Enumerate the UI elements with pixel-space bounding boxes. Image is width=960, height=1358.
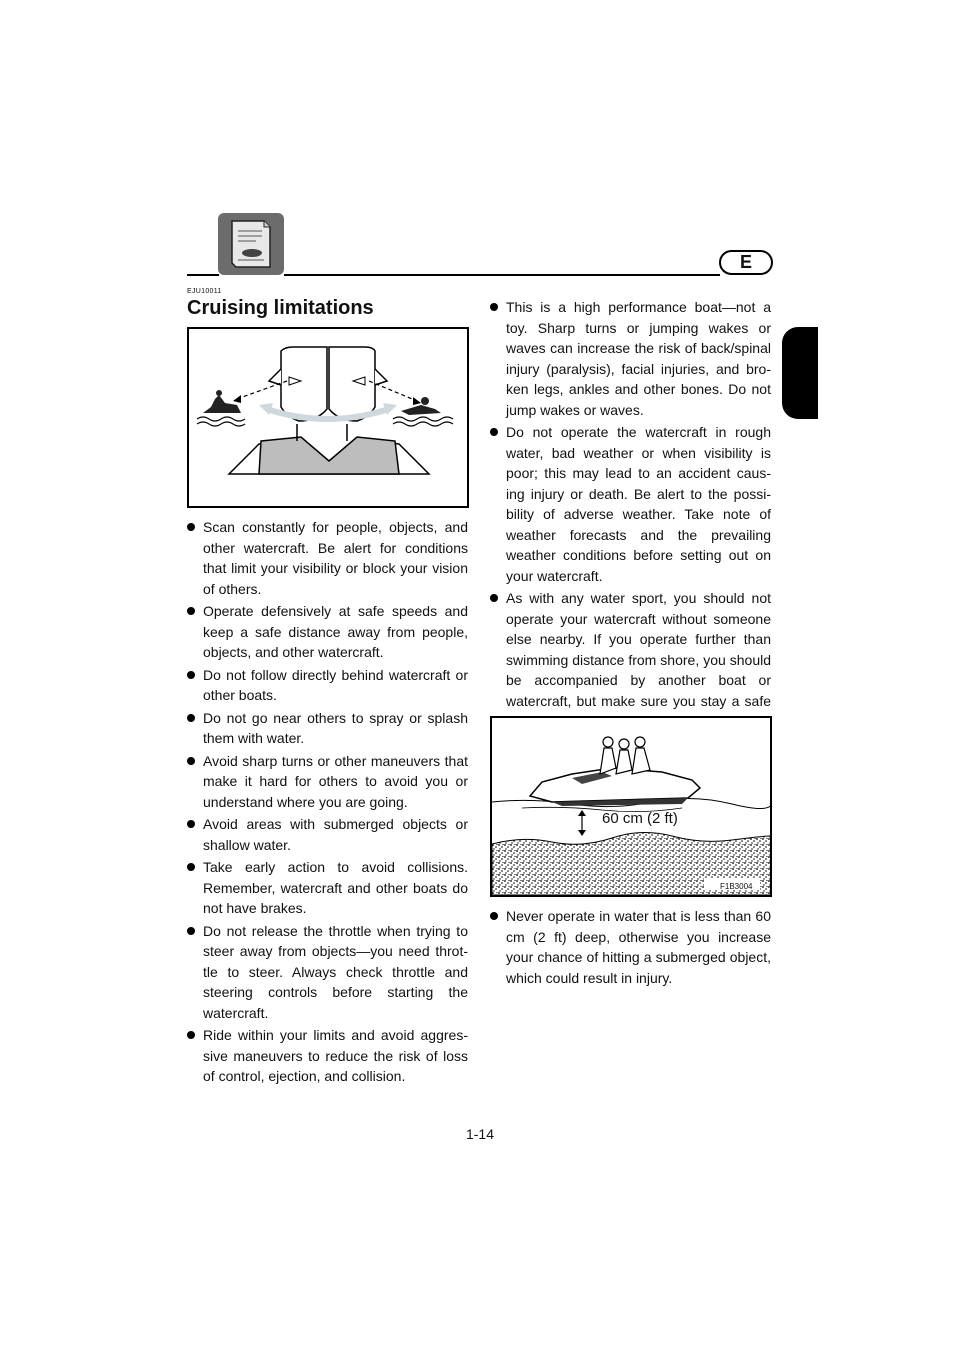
list-item: Do not operate the watercraft in rough water, bad weather or when visibility is poor; this may lead to an accident caus-ing injury or death. Be alert to the possi-bility of adverse weather. Take note of weather forecasts and the prevailing weather conditions before setting out on your watercraft.	[490, 422, 771, 586]
depth-label: 60 cm (2 ft)	[602, 810, 678, 827]
list-item: Do not follow directly behind watercraft or other boats.	[187, 665, 468, 706]
list-item: Avoid areas with submerged objects or shallow water.	[187, 814, 468, 855]
list-item: This is a high performance boat—not a toy. Sharp turns or jumping wakes or waves can increase the risk of back/spinal injury (paralysis), facial injuries, and bro-ken legs, ankles and other bones. Do not jump wakes or waves.	[490, 297, 771, 420]
chapter-side-tab	[782, 327, 818, 419]
depth-illustration	[490, 716, 772, 897]
right-column-bottom	[490, 906, 771, 990]
language-badge: E	[719, 250, 773, 275]
page-number: 1-14	[465, 1126, 495, 1142]
list-item: Do not go near others to spray or splash them with water.	[187, 708, 468, 749]
right-column-top	[490, 297, 771, 734]
section-code: EJU10011	[187, 288, 222, 295]
list-item: Never operate in water that is less than 60 cm (2 ft) deep, otherwise you increase your chance of hitting a submerged object, which could result in injury.	[490, 906, 771, 988]
list-item: As with any water sport, you should not operate your watercraft without someone else nearby. If you operate further than swimming distance from shore, you should be accompanied by another boat or watercraft, but make sure you stay a safe	[490, 588, 771, 732]
header-rule-right	[284, 274, 720, 276]
figure-code: F1B3004	[720, 882, 753, 891]
scanning-illustration	[187, 327, 469, 508]
manual-book-icon	[218, 213, 284, 275]
header-rule-left	[187, 274, 219, 276]
list-item: Avoid sharp turns or other maneuvers that make it hard for others to avoid you or understand where you are going.	[187, 751, 468, 813]
list-item: Ride within your limits and avoid aggres-sive maneuvers to reduce the risk of loss of control, ejection, and collision.	[187, 1025, 468, 1087]
left-column	[187, 517, 468, 1089]
list-item: Take early action to avoid collisions. Remember, watercraft and other boats do not have brakes.	[187, 857, 468, 919]
list-item: Operate defensively at safe speeds and keep a safe distance away from people, objects, and other watercraft.	[187, 601, 468, 663]
section-title: Cruising limitations	[187, 297, 374, 319]
list-item: Scan constantly for people, objects, and other watercraft. Be alert for conditions that limit your visibility or block your vision of others.	[187, 517, 468, 599]
list-item: Do not release the throttle when trying to steer away from objects—you need throt-tle to steer. Always check throttle and steering controls before starting the watercraft.	[187, 921, 468, 1024]
